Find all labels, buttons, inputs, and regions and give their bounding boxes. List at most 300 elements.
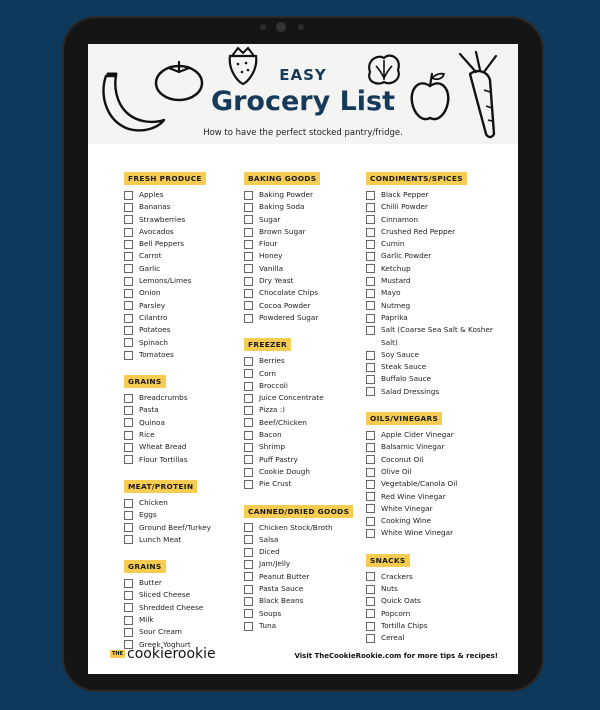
checkbox[interactable] <box>244 585 253 594</box>
checkbox[interactable] <box>244 240 253 249</box>
checkbox[interactable] <box>124 603 133 612</box>
list-item <box>124 214 252 226</box>
list-item <box>244 238 372 250</box>
list-item <box>366 361 494 373</box>
item-label: Ketchup <box>381 263 411 273</box>
item-label: Soy Sauce <box>381 349 419 359</box>
list-item <box>244 522 372 534</box>
item-label: Apple Cider Vinegar <box>381 430 454 440</box>
item-label: Quinoa <box>139 417 165 427</box>
list-item <box>244 441 372 453</box>
checkbox[interactable] <box>244 455 253 464</box>
item-label: Cookie Dough <box>259 466 311 476</box>
checkbox[interactable] <box>124 443 133 452</box>
list-item <box>124 337 252 349</box>
list-item <box>366 300 494 312</box>
item-label: Juice Concentrate <box>259 393 324 403</box>
item-label: Milk <box>139 615 154 625</box>
list-item <box>244 380 372 392</box>
checkbox[interactable] <box>244 468 253 477</box>
item-label: Apples <box>139 190 164 199</box>
checkbox[interactable] <box>124 338 133 347</box>
item-label: Tortilla Chips <box>381 620 428 630</box>
list-item <box>244 478 372 490</box>
item-list <box>244 189 372 324</box>
item-label: Vegetable/Canola Oil <box>381 479 458 489</box>
list-item <box>366 238 494 250</box>
category-heading: CONDIMENTS/SPICES <box>366 172 467 185</box>
item-list <box>244 355 372 490</box>
checkbox[interactable] <box>244 314 253 323</box>
item-label: Wheat Bread <box>139 442 187 452</box>
logo-name: cookierookie <box>127 646 216 662</box>
item-label: Cinnamon <box>381 214 419 224</box>
brand-logo <box>110 646 216 662</box>
checkbox[interactable] <box>244 431 253 440</box>
list-item <box>244 263 372 275</box>
checkbox[interactable] <box>366 363 375 372</box>
list-item <box>124 509 252 521</box>
list-item <box>244 250 372 262</box>
item-label: Tomatoes <box>139 349 174 359</box>
checkbox[interactable] <box>244 289 253 298</box>
list-item <box>366 373 494 385</box>
list-item <box>366 226 494 238</box>
checkbox[interactable] <box>244 394 253 403</box>
list-item <box>124 614 252 626</box>
checkbox[interactable] <box>366 289 375 298</box>
list-item <box>366 324 494 349</box>
item-label: Pie Crust <box>259 479 292 489</box>
item-label: Crackers <box>381 571 413 581</box>
category-section <box>244 499 372 633</box>
checkbox[interactable] <box>124 394 133 403</box>
checkbox[interactable] <box>124 215 133 224</box>
list-item <box>124 534 252 546</box>
list-item <box>366 466 494 478</box>
list-item <box>124 392 252 404</box>
item-label: Cocoa Powder <box>259 300 311 310</box>
checkbox[interactable] <box>366 609 375 618</box>
item-label: Balsamic Vinegar <box>381 442 445 452</box>
checkbox[interactable] <box>244 215 253 224</box>
item-label: White Wine Vinegar <box>381 528 454 538</box>
column-1 <box>124 166 252 659</box>
item-label: Coconut Oil <box>381 454 424 464</box>
checkbox[interactable] <box>124 289 133 298</box>
list-item <box>244 312 372 324</box>
checkbox[interactable] <box>124 418 133 427</box>
sensor-dot <box>298 24 304 30</box>
item-label: Ground Beef/Turkey <box>139 522 211 532</box>
item-list <box>244 522 372 633</box>
checkbox[interactable] <box>366 443 375 452</box>
item-label: Mustard <box>381 276 411 286</box>
checkbox[interactable] <box>244 523 253 532</box>
list-item <box>244 583 372 595</box>
category-heading: BAKING GOODS <box>244 172 320 185</box>
checkbox[interactable] <box>366 191 375 200</box>
checkbox[interactable] <box>366 387 375 396</box>
checkbox[interactable] <box>244 369 253 378</box>
checkbox[interactable] <box>124 455 133 464</box>
item-label: Nutmeg <box>381 300 411 310</box>
item-label: Pasta Sauce <box>259 584 304 594</box>
item-label: Honey <box>259 251 283 261</box>
item-label: Beef/Chicken <box>259 417 307 427</box>
checkbox[interactable] <box>124 228 133 237</box>
list-item <box>244 189 372 201</box>
list-item <box>366 491 494 503</box>
list-item <box>124 404 252 416</box>
checkbox[interactable] <box>124 499 133 508</box>
page-subtitle: How to have the perfect stocked pantry/fridge. <box>203 128 403 138</box>
checkbox[interactable] <box>244 264 253 273</box>
list-item <box>366 503 494 515</box>
list-item <box>366 478 494 490</box>
checkbox[interactable] <box>244 535 253 544</box>
list-item <box>366 189 494 201</box>
list-item <box>366 620 494 632</box>
checkbox[interactable] <box>366 203 375 212</box>
item-label: Buffalo Sauce <box>381 374 432 384</box>
list-item <box>366 527 494 539</box>
checkbox[interactable] <box>244 443 253 452</box>
checkbox[interactable] <box>366 622 375 631</box>
list-item <box>366 595 494 607</box>
item-label: Salt (Coarse Sea Salt & Kosher Salt) <box>381 325 493 347</box>
item-label: Mayo <box>381 288 401 298</box>
checkbox[interactable] <box>124 579 133 588</box>
list-item <box>124 349 252 361</box>
item-label: Rice <box>139 430 155 440</box>
list-item <box>244 226 372 238</box>
checkbox[interactable] <box>244 357 253 366</box>
item-label: Olive Oil <box>381 466 412 476</box>
checkbox[interactable] <box>366 597 375 606</box>
item-label: Carrot <box>139 251 162 261</box>
checkbox[interactable] <box>366 431 375 440</box>
item-label: Salsa <box>259 534 279 544</box>
item-label: Salad Dressings <box>381 386 440 396</box>
item-label: Shrimp <box>259 442 286 452</box>
item-label: Breadcrumbs <box>139 393 188 403</box>
checkbox[interactable] <box>124 616 133 625</box>
item-label: Lemons/Limes <box>139 276 192 286</box>
checkbox[interactable] <box>366 529 375 538</box>
list-item <box>124 589 252 601</box>
item-label: Parsley <box>139 300 166 310</box>
item-label: Strawberries <box>139 214 186 224</box>
checkbox[interactable] <box>244 252 253 261</box>
item-label: Pasta <box>139 405 159 415</box>
item-label: Garlic <box>139 263 161 273</box>
column-2 <box>244 166 372 640</box>
list-item <box>244 571 372 583</box>
checkbox[interactable] <box>124 351 133 360</box>
checkbox[interactable] <box>244 191 253 200</box>
item-label: Baking Powder <box>259 190 313 199</box>
item-label: Nuts <box>381 584 398 594</box>
item-label: Popcorn <box>381 608 411 618</box>
checkbox[interactable] <box>366 504 375 513</box>
list-item <box>366 275 494 287</box>
checkbox[interactable] <box>366 455 375 464</box>
category-heading: FREEZER <box>244 338 291 351</box>
checkbox[interactable] <box>366 264 375 273</box>
item-label: Potatoes <box>139 325 171 335</box>
item-label: Lunch Meat <box>139 534 182 544</box>
checkbox[interactable] <box>244 548 253 557</box>
category-section <box>124 554 252 651</box>
list-item <box>124 226 252 238</box>
item-label: Chilli Powder <box>381 202 428 212</box>
checkbox[interactable] <box>366 252 375 261</box>
footer <box>88 640 518 674</box>
list-item <box>244 404 372 416</box>
sensor-dot <box>260 24 266 30</box>
category-section <box>244 166 372 324</box>
item-label: Black Beans <box>259 596 304 606</box>
item-label: Broccoli <box>259 380 288 390</box>
checkbox[interactable] <box>244 382 253 391</box>
checkbox[interactable] <box>124 511 133 520</box>
list-item <box>124 429 252 441</box>
page-title: Grocery List <box>210 86 396 117</box>
header <box>88 44 518 144</box>
item-label: Quick Oats <box>381 596 421 606</box>
checkbox[interactable] <box>124 628 133 637</box>
checkbox[interactable] <box>366 277 375 286</box>
checkbox[interactable] <box>366 301 375 310</box>
list-item <box>124 189 252 201</box>
checkbox[interactable] <box>244 572 253 581</box>
item-label: Spinach <box>139 337 169 347</box>
list-item <box>244 534 372 546</box>
item-label: Chocolate Chips <box>259 288 319 298</box>
list-item <box>244 454 372 466</box>
list-item <box>244 275 372 287</box>
checkbox[interactable] <box>244 418 253 427</box>
item-label: Chicken <box>139 497 168 507</box>
column-3 <box>366 166 494 653</box>
category-heading: GRAINS <box>124 560 166 573</box>
list-item <box>244 466 372 478</box>
checkbox[interactable] <box>366 492 375 501</box>
category-section <box>124 474 252 546</box>
list-item <box>124 324 252 336</box>
checkbox[interactable] <box>124 240 133 249</box>
item-label: Berries <box>259 356 285 366</box>
item-label: Soups <box>259 608 282 618</box>
checkbox[interactable] <box>124 326 133 335</box>
checkbox[interactable] <box>244 203 253 212</box>
item-label: Avocados <box>139 226 174 236</box>
checkbox[interactable] <box>124 252 133 261</box>
item-label: Corn <box>259 368 277 378</box>
checkbox[interactable] <box>366 351 375 360</box>
item-list <box>366 571 494 645</box>
list-item <box>244 368 372 380</box>
list-item <box>244 620 372 632</box>
list-item <box>124 201 252 213</box>
list-item <box>244 287 372 299</box>
list-item <box>366 608 494 620</box>
list-item <box>244 392 372 404</box>
list-item <box>124 441 252 453</box>
title-easy: EASY <box>279 66 327 84</box>
list-item <box>124 287 252 299</box>
item-label: Pizza :) <box>259 405 286 415</box>
checkbox[interactable] <box>124 203 133 212</box>
category-heading: FRESH PRODUCE <box>124 172 206 185</box>
item-label: Cereal <box>381 633 405 643</box>
category-section <box>244 332 372 490</box>
checkbox[interactable] <box>366 228 375 237</box>
category-section <box>366 406 494 540</box>
item-list <box>124 392 252 466</box>
item-label: Tuna <box>259 620 277 630</box>
checkbox[interactable] <box>244 301 253 310</box>
list-item <box>366 263 494 275</box>
checkbox[interactable] <box>124 191 133 200</box>
list-item <box>366 441 494 453</box>
checkbox[interactable] <box>366 240 375 249</box>
item-label: Crushed Red Pepper <box>381 226 456 236</box>
list-item <box>366 287 494 299</box>
item-label: Dry Yeast <box>259 276 294 286</box>
item-label: Cumin <box>381 239 405 249</box>
list-item <box>244 429 372 441</box>
list-item <box>244 201 372 213</box>
item-label: Flour Tortillas <box>139 454 188 464</box>
list-item <box>124 263 252 275</box>
list-item <box>366 214 494 226</box>
category-heading: CANNED/DRIED GOODS <box>244 505 353 518</box>
checkbox[interactable] <box>244 277 253 286</box>
list-item <box>366 583 494 595</box>
document-page <box>88 44 518 674</box>
item-list <box>124 189 252 361</box>
item-label: Sugar <box>259 214 281 224</box>
item-label: Baking Soda <box>259 202 305 212</box>
list-item <box>124 497 252 509</box>
category-heading: MEAT/PROTEIN <box>124 480 197 493</box>
item-label: Paprika <box>381 312 408 322</box>
list-item <box>124 626 252 638</box>
item-label: Puff Pastry <box>259 454 298 464</box>
category-heading: GRAINS <box>124 375 166 388</box>
checkbox[interactable] <box>366 326 375 335</box>
checkbox[interactable] <box>244 597 253 606</box>
item-label: Jam/Jelly <box>259 559 291 569</box>
item-label: Sour Cream <box>139 627 183 637</box>
list-item <box>124 602 252 614</box>
checkbox[interactable] <box>244 622 253 631</box>
list-item <box>366 349 494 361</box>
item-label: Garlic Powder <box>381 251 432 261</box>
checkbox[interactable] <box>124 406 133 415</box>
item-list <box>124 497 252 546</box>
camera-icon <box>276 22 286 32</box>
list-item <box>244 558 372 570</box>
item-list <box>366 189 494 398</box>
checkbox[interactable] <box>124 591 133 600</box>
item-label: Greek Yoghurt <box>139 639 191 649</box>
item-label: Bananas <box>139 202 171 212</box>
footer-link-text: Visit TheCookieRookie.com for more tips & recipes! <box>294 652 498 660</box>
list-item <box>366 515 494 527</box>
checkbox[interactable] <box>244 609 253 618</box>
item-label: Black Pepper <box>381 190 429 199</box>
list-item <box>244 214 372 226</box>
item-label: Red Wine Vinegar <box>381 491 446 501</box>
checkbox[interactable] <box>366 480 375 489</box>
item-label: White Vinegar <box>381 503 433 513</box>
list-item <box>124 312 252 324</box>
list-item <box>244 355 372 367</box>
list-item <box>366 250 494 262</box>
item-label: Shredded Cheese <box>139 602 204 612</box>
checkbox[interactable] <box>366 468 375 477</box>
checkbox[interactable] <box>124 264 133 273</box>
item-label: Flour <box>259 239 278 249</box>
checkbox[interactable] <box>366 375 375 384</box>
list-item <box>366 201 494 213</box>
checkbox[interactable] <box>244 406 253 415</box>
item-label: Steak Sauce <box>381 362 427 372</box>
checkbox[interactable] <box>366 215 375 224</box>
item-label: Chicken Stock/Broth <box>259 522 333 532</box>
checkbox[interactable] <box>366 517 375 526</box>
item-label: Bacon <box>259 430 282 440</box>
checkbox[interactable] <box>244 560 253 569</box>
item-label: Cilantro <box>139 312 168 322</box>
list-item <box>124 250 252 262</box>
logo-prefix: THE <box>112 651 124 657</box>
category-heading: OILS/VINEGARS <box>366 412 442 425</box>
list-item <box>366 571 494 583</box>
list-item <box>124 522 252 534</box>
list-item <box>244 595 372 607</box>
checkbox[interactable] <box>124 301 133 310</box>
checkbox[interactable] <box>366 572 375 581</box>
list-item <box>366 312 494 324</box>
list-item <box>366 429 494 441</box>
list-item <box>244 546 372 558</box>
checkbox[interactable] <box>366 585 375 594</box>
checkbox[interactable] <box>124 523 133 532</box>
checkbox[interactable] <box>124 277 133 286</box>
checkbox[interactable] <box>244 228 253 237</box>
item-label: Brown Sugar <box>259 226 306 236</box>
checkbox[interactable] <box>244 480 253 489</box>
list-item <box>124 577 252 589</box>
list-item <box>244 417 372 429</box>
checkbox[interactable] <box>124 431 133 440</box>
checkbox[interactable] <box>366 314 375 323</box>
item-label: Sliced Cheese <box>139 590 191 600</box>
item-label: Bell Peppers <box>139 239 185 249</box>
list-item <box>124 275 252 287</box>
checkbox[interactable] <box>124 314 133 323</box>
list-item <box>366 454 494 466</box>
list-item <box>124 300 252 312</box>
checkbox[interactable] <box>124 535 133 544</box>
item-label: Diced <box>259 547 280 557</box>
list-item <box>124 454 252 466</box>
item-list <box>366 429 494 540</box>
